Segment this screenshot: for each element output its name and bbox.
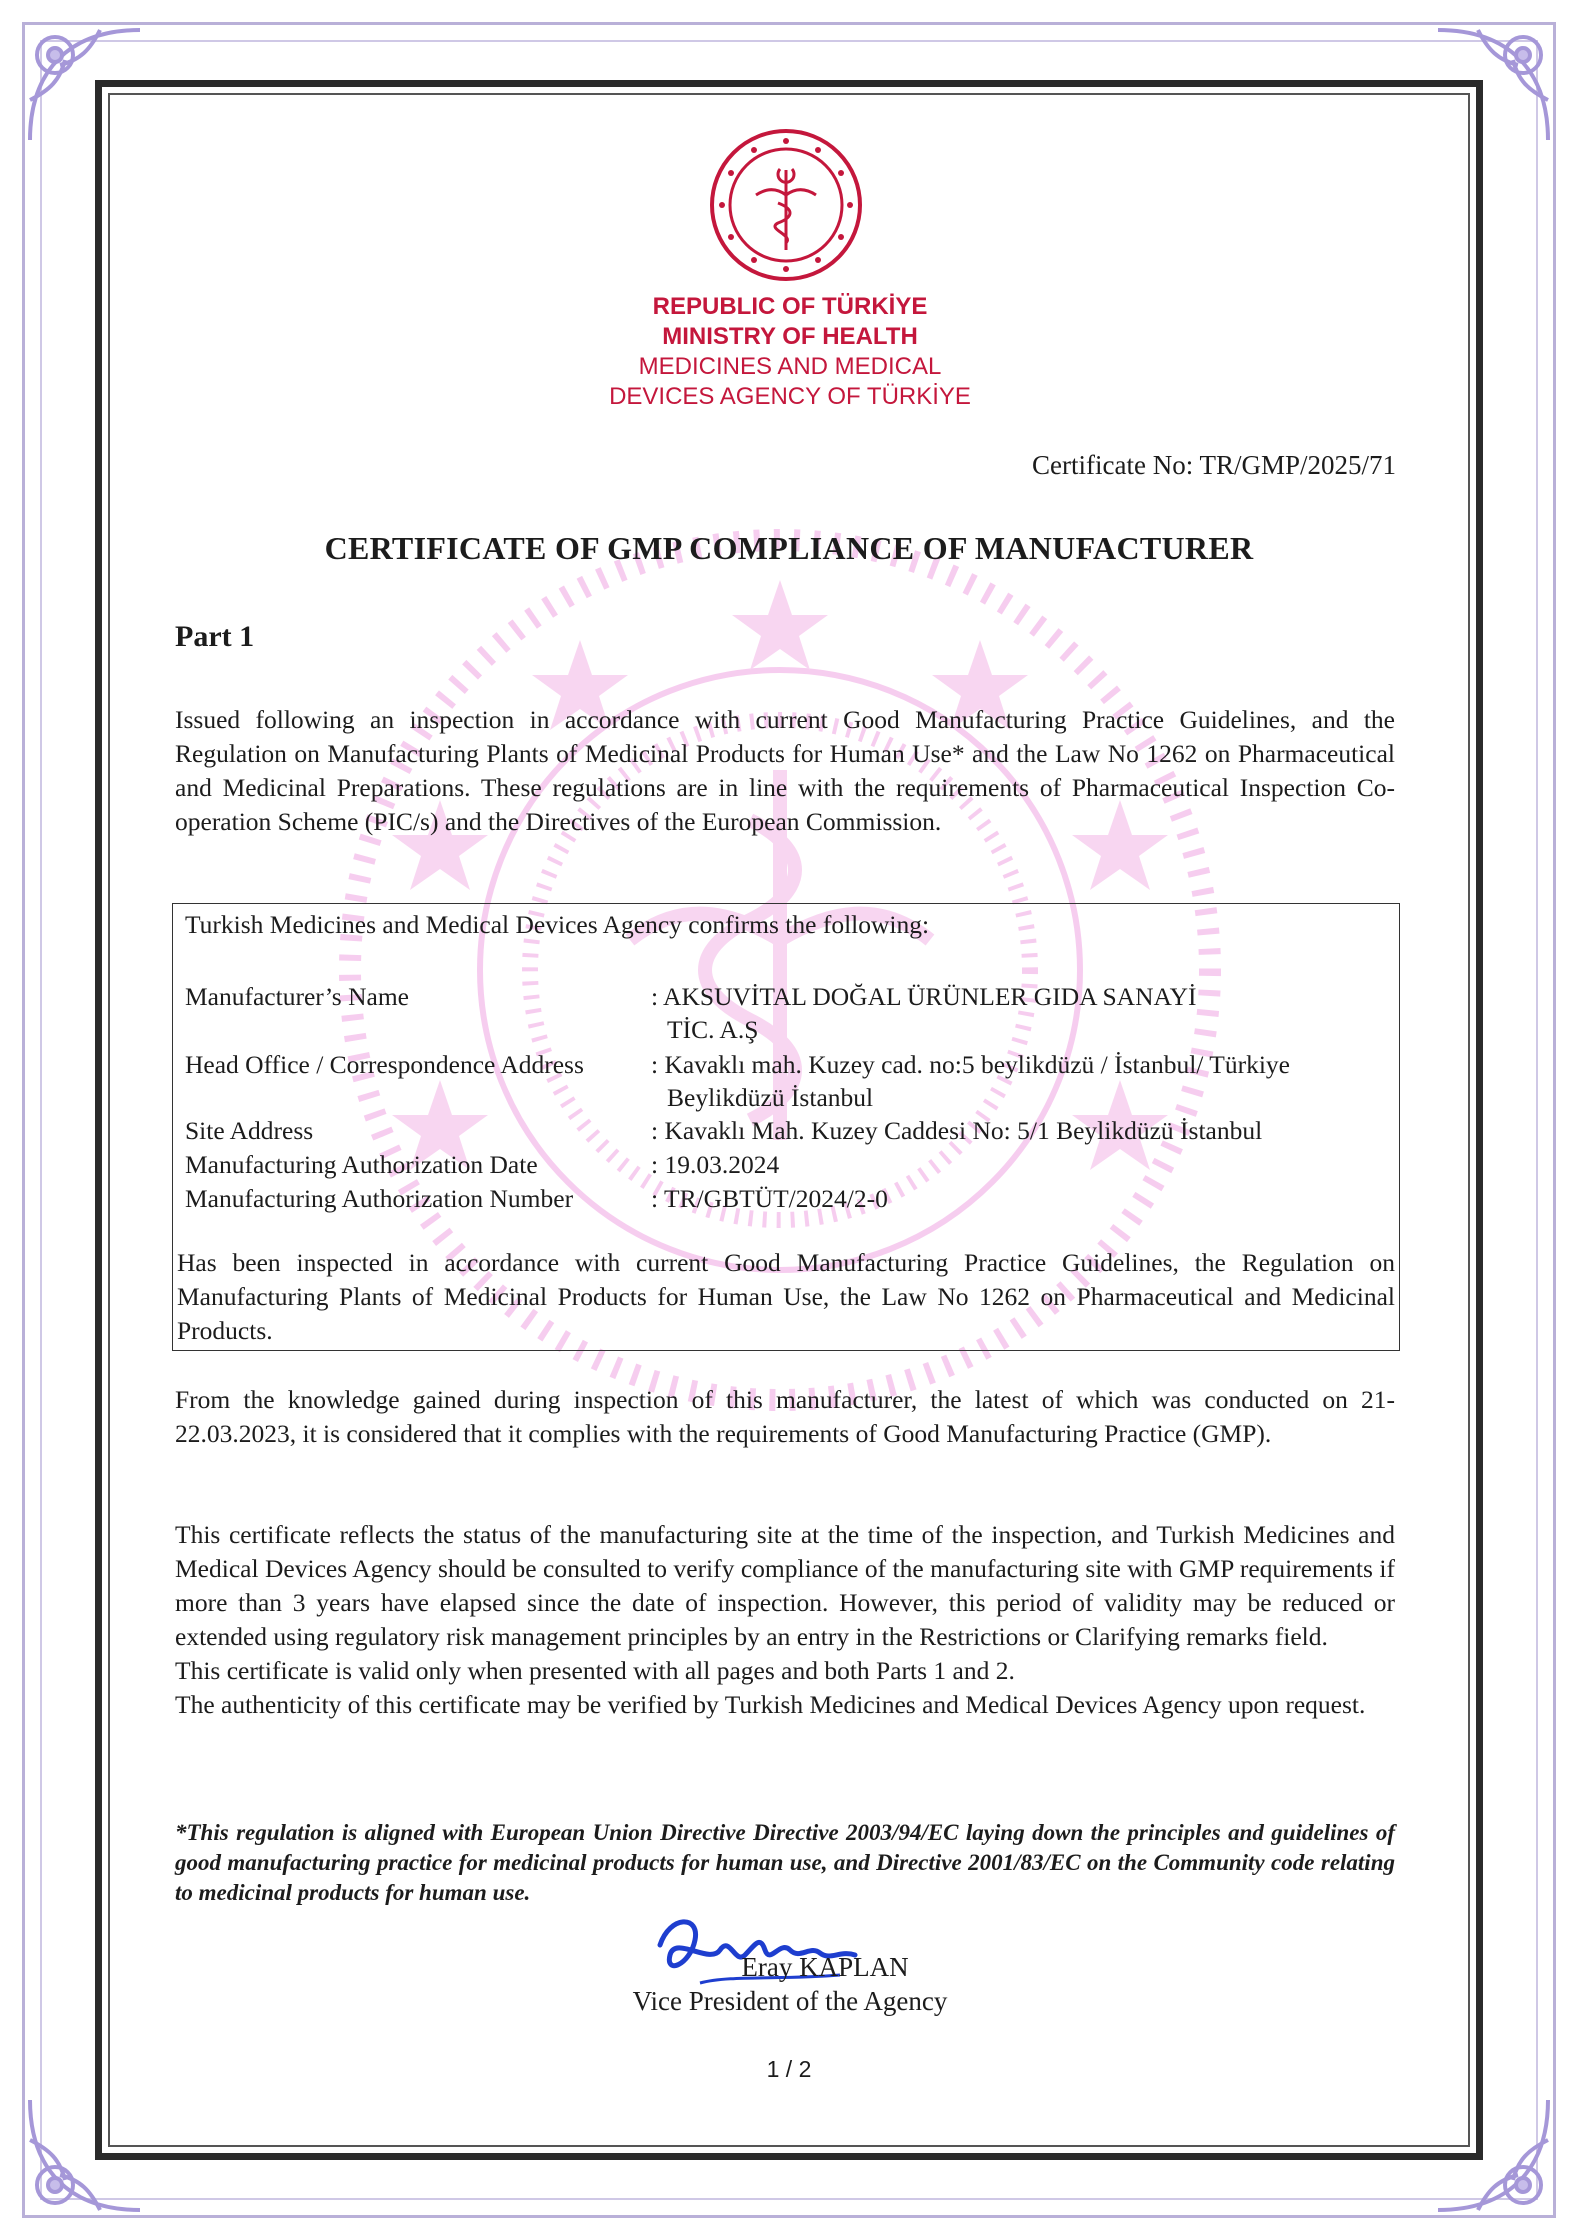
- ornament-corner-icon: [10, 2080, 160, 2230]
- footnote: *This regulation is aligned with European Union Directive Directive 2003/94/EC laying down the principles and guidelines of good manufacturing practice for medicinal products for human use, and Directive 2001/83/EC on the Community code relating to medicinal products for human use.: [175, 1820, 1395, 1905]
- row-value: : TR/GBTÜT/2024/2-0: [651, 1184, 888, 1213]
- page-number: 1 / 2: [766, 2056, 812, 2082]
- row-value: : 19.03.2024: [651, 1150, 780, 1179]
- header-line-agency-2: DEVICES AGENCY OF TÜRKİYE: [609, 383, 971, 410]
- row-value: [651, 980, 1391, 1046]
- row-value: [651, 1048, 1391, 1114]
- row-label: Site Address: [185, 1116, 314, 1145]
- ornament-corner-icon: [10, 10, 160, 160]
- agency-header: [440, 292, 1140, 412]
- row-value-line: TİC. A.Ş: [667, 1015, 759, 1044]
- row-value-line: : AKSUVİTAL DOĞAL ÜRÜNLER GIDA SANAYİ: [651, 982, 1197, 1011]
- ministry-seal-icon: [706, 125, 866, 285]
- ornament-corner-icon: [1418, 10, 1568, 160]
- row-value-line: Beylikdüzü İstanbul: [667, 1083, 874, 1112]
- validity-text: This certificate is valid only when presented with all pages and both Parts 1 and 2.: [175, 1656, 1015, 1685]
- signer-block: [600, 1950, 980, 2018]
- row-value: : Kavaklı Mah. Kuzey Caddesi No: 5/1 Beylikdüzü İstanbul: [651, 1116, 1263, 1145]
- header-line-agency-1: MEDICINES AND MEDICAL: [638, 353, 942, 380]
- confirmation-heading: Turkish Medicines and Medical Devices Agency confirms the following:: [185, 910, 930, 939]
- part-label: Part 1: [175, 620, 255, 653]
- header-line-country: REPUBLIC OF TÜRKİYE: [652, 293, 928, 320]
- row-value-line: : Kavaklı mah. Kuzey cad. no:5 beylikdüzü / İstanbul/ Türkiye: [651, 1050, 1290, 1079]
- status-text: This certificate reflects the status of the manufacturing site at the time of the inspection, and Turkish Medicines and Medical Devices Agency should be consulted to verify compliance of the manufacturing site with GMP requirements if more than 3 years have elapsed since the date of inspection. However, this period of validity may be reduced or extended using regulatory risk management principles by an entry in the Restrictions or Clarifying remarks field.: [175, 1520, 1395, 1651]
- row-label: Manufacturer’s Name: [185, 982, 409, 1011]
- intro-paragraph: Issued following an inspection in accordance with current Good Manufacturing Practice Guidelines, and the Regulation on Manufacturing Plants of Medicinal Products for Human Use* and the Law No 1262 on Pharmaceutical and Medicinal Preparations. These regulations are in line with the requirements of Pharmaceutical Inspection Co-operation Scheme (PIC/s) and the Directives of the European Commission.: [175, 705, 1395, 836]
- inspection-statement: Has been inspected in accordance with current Good Manufacturing Practice Guidelines, the Regulation on Manufacturing Plants of Medicinal Products for Human Use, the Law No 1262 on Pharmaceutical and Medicinal Products.: [177, 1248, 1395, 1345]
- row-label: Manufacturing Authorization Number: [185, 1184, 574, 1213]
- certificate-title: CERTIFICATE OF GMP COMPLIANCE OF MANUFACTURER: [324, 530, 1254, 566]
- header-line-ministry: MINISTRY OF HEALTH: [662, 323, 918, 350]
- confirmation-box: [172, 903, 1400, 1351]
- status-paragraph: [175, 1518, 1395, 1722]
- signer-name: Eray KAPLAN: [741, 1952, 909, 1982]
- ornament-corner-icon: [1418, 2080, 1568, 2230]
- signer-role: Vice President of the Agency: [632, 1986, 948, 2016]
- authenticity-text: The authenticity of this certificate may be verified by Turkish Medicines and Medical Devices Agency upon request.: [175, 1690, 1366, 1719]
- row-label: Head Office / Correspondence Address: [185, 1050, 584, 1079]
- certificate-number: Certificate No: TR/GMP/2025/71: [1032, 450, 1396, 480]
- knowledge-paragraph: From the knowledge gained during inspection of this manufacturer, the latest of which was conducted on 21-22.03.2023, it is considered that it complies with the requirements of Good Manufacturing Practice (GMP).: [175, 1385, 1395, 1448]
- row-label: Manufacturing Authorization Date: [185, 1150, 538, 1179]
